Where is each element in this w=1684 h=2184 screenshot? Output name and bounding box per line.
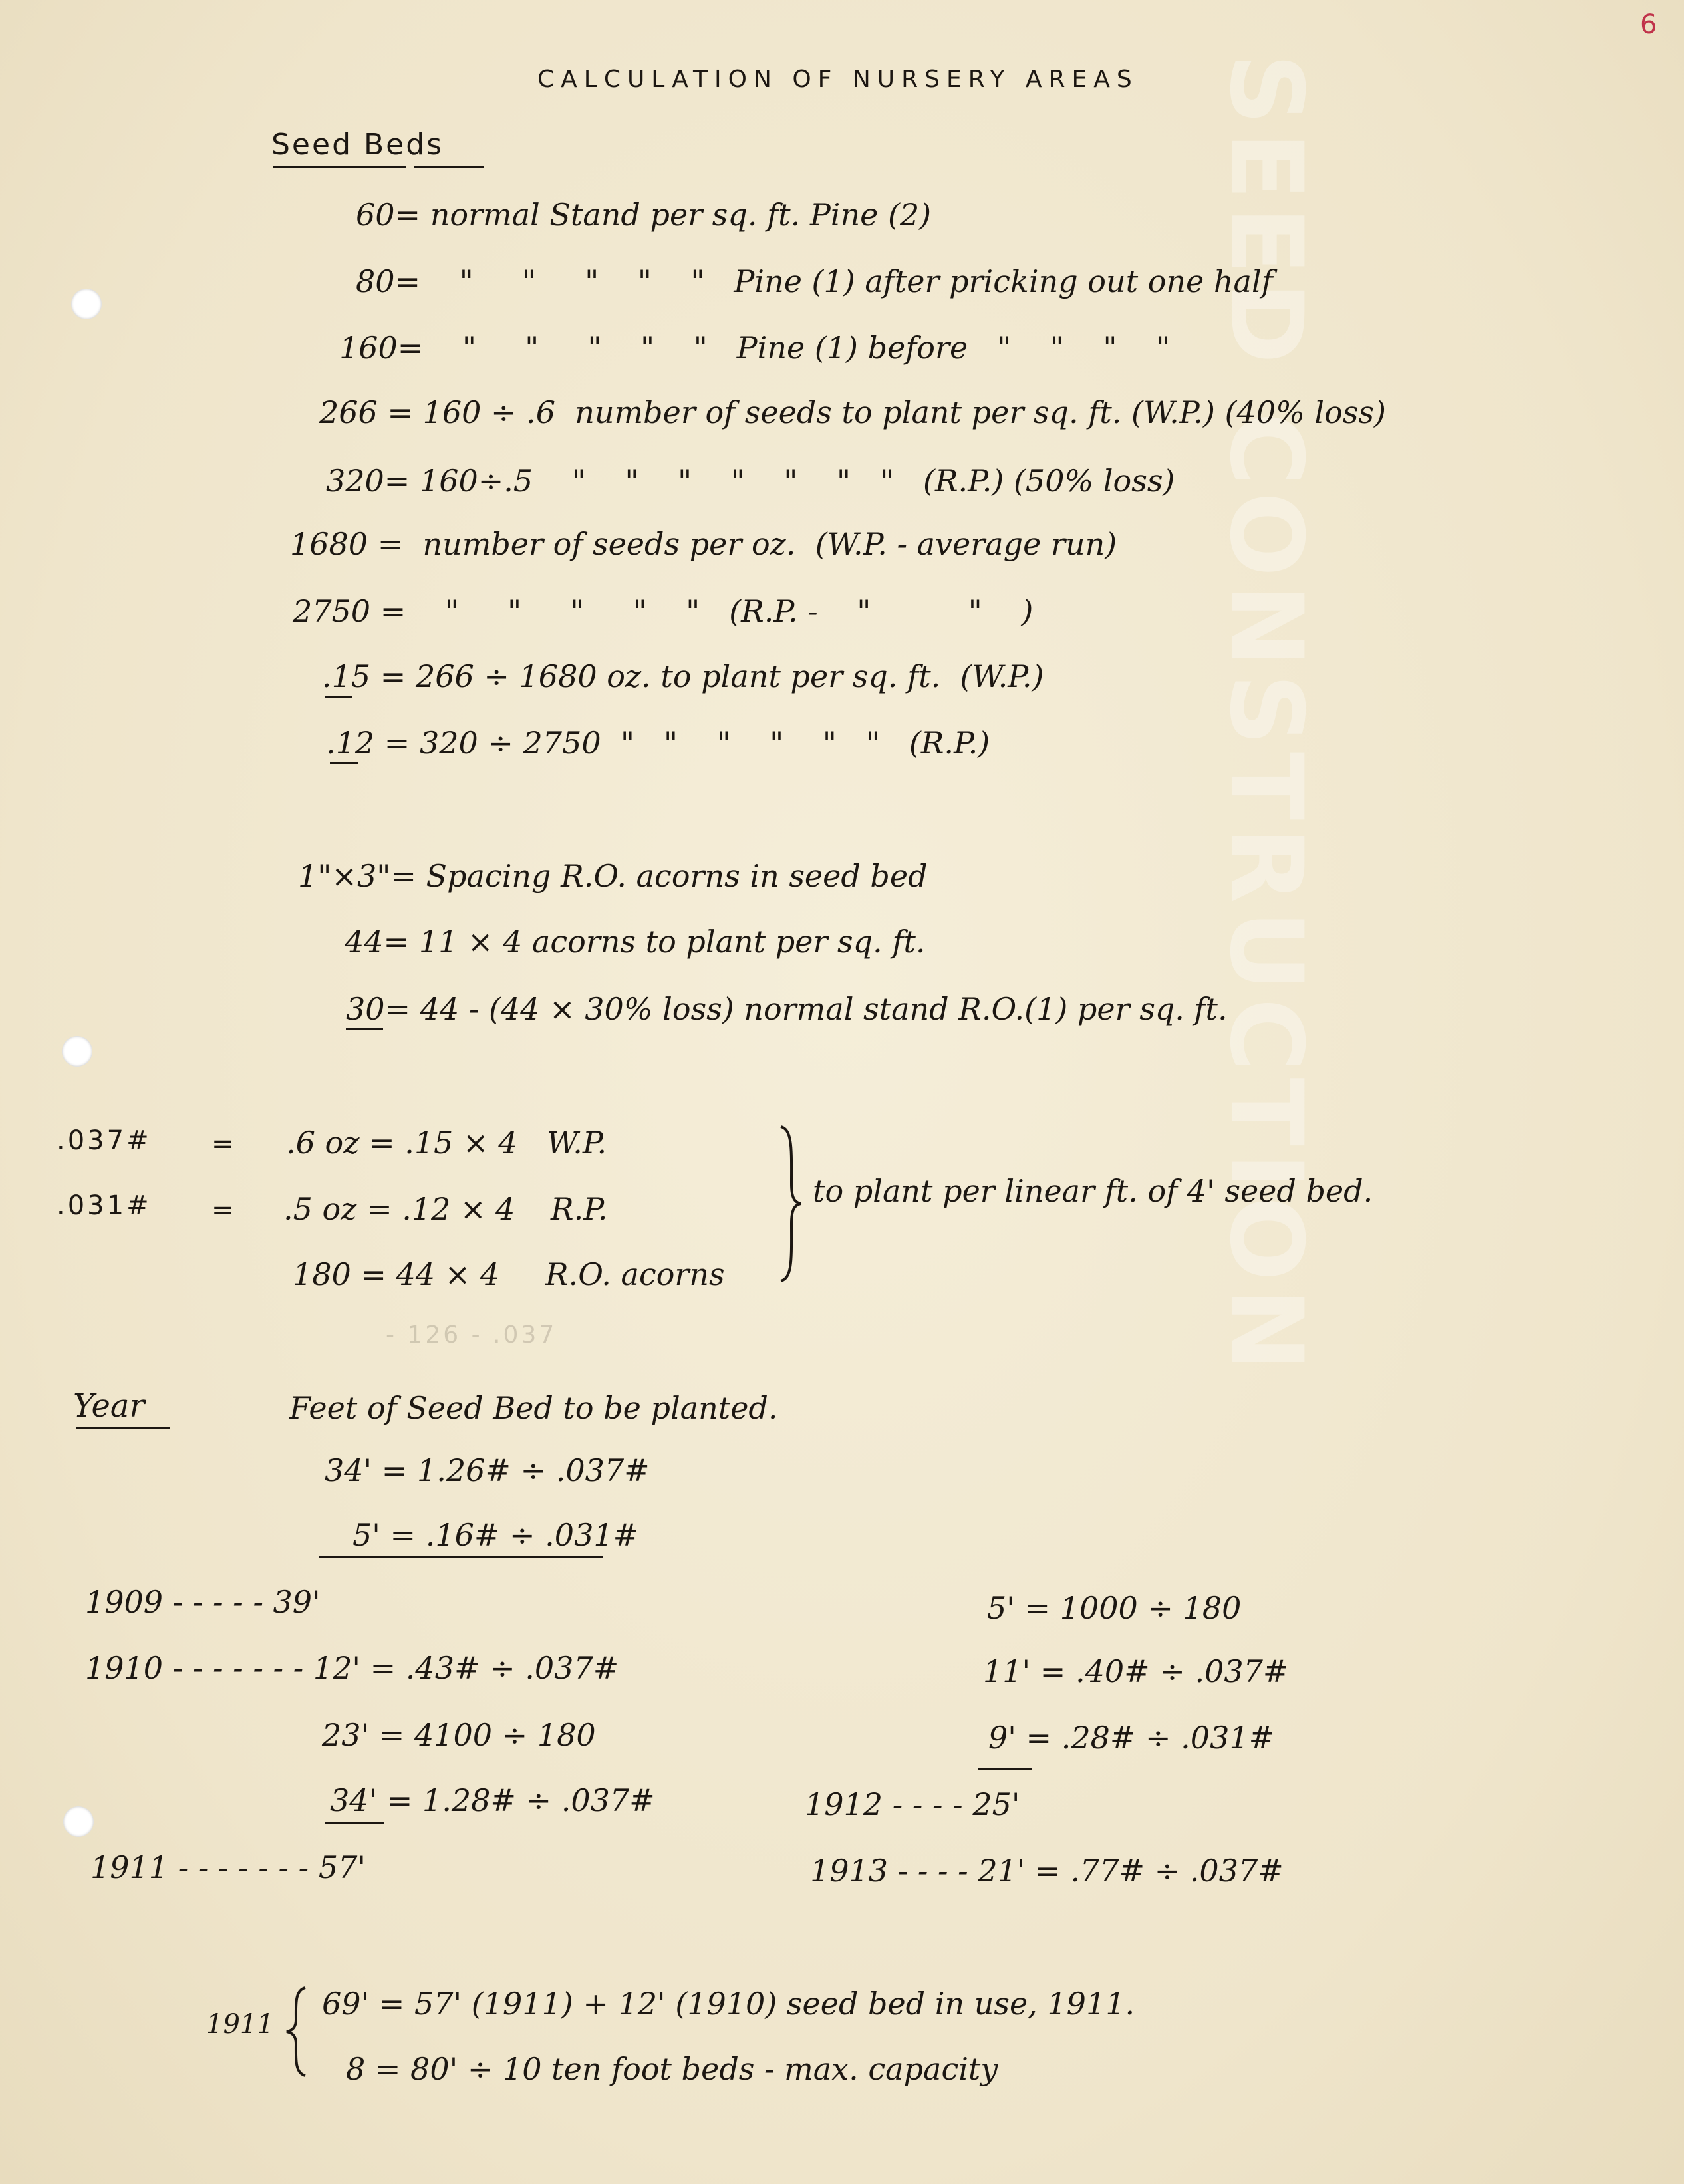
sum-rule: [319, 1556, 603, 1558]
note-line: 80= " " " " " Pine (1) after pricking out one half: [356, 263, 1273, 299]
calc-expression: .5 oz = .12 × 4: [283, 1191, 515, 1227]
value-underline: [325, 696, 352, 698]
seed-kind: R.O. acorns: [545, 1256, 725, 1292]
year-row-1912: 1912 - - - - 25': [805, 1786, 1020, 1822]
value-underline: [346, 1028, 383, 1030]
brace-note: to plant per linear ft. of 4' seed bed.: [813, 1173, 1373, 1209]
summary-line: 8 = 80' ÷ 10 ten foot beds - max. capacity: [346, 2051, 998, 2087]
seed-kind: W.P.: [547, 1125, 607, 1160]
note-line: 60= normal Stand per sq. ft. Pine (2): [356, 197, 932, 233]
feet-header: Feet of Seed Bed to be planted.: [289, 1390, 778, 1426]
section-heading: Seed Beds: [271, 128, 444, 162]
calc-line: 34' = 1.26# ÷ .037#: [325, 1452, 650, 1488]
note-line: 320= 160÷.5 " " " " " " " (R.P.) (50% loss): [326, 463, 1175, 499]
calc-line-right: 9' = .28# ÷ .031#: [988, 1720, 1275, 1756]
year-row-1911: 1911 - - - - - - - 57': [90, 1849, 366, 1885]
year-row-1909: 1909 - - - - - 39': [85, 1584, 321, 1620]
note-line: 2750 = " " " " " (R.P. - " " ): [293, 593, 1034, 629]
weight-value: .031#: [57, 1190, 152, 1221]
summary-line: 69' = 57' (1911) + 12' (1910) seed bed in use, 1911.: [322, 1986, 1135, 2022]
note-line: .12 = 320 ÷ 2750 " " " " " " (R.P.): [326, 725, 990, 761]
value-underline: [330, 762, 358, 764]
calc-line: 23' = 4100 ÷ 180: [322, 1717, 596, 1753]
page-title: CALCULATION OF NURSERY AREAS: [537, 66, 1139, 93]
faint-note: - 126 - .037: [386, 1321, 557, 1349]
punch-hole-bottom: [63, 1806, 94, 1837]
year-header: Year: [73, 1387, 145, 1425]
note-line: .15 = 266 ÷ 1680 oz. to plant per sq. ft. (W.P.): [322, 658, 1044, 694]
seed-kind: R.P.: [551, 1191, 608, 1227]
calc-line-right: 11' = .40# ÷ .037#: [983, 1653, 1289, 1689]
right-brace: [778, 1124, 805, 1284]
sum-rule: [325, 1822, 384, 1824]
note-line: 266 = 160 ÷ .6 number of seeds to plant per sq. ft. (W.P.) (40% loss): [319, 394, 1386, 430]
left-brace: [283, 1985, 309, 2078]
equals-sign: =: [211, 1129, 237, 1159]
note-line: 160= " " " " " Pine (1) before " " " ": [339, 330, 1171, 366]
calc-line: 5' = .16# ÷ .031#: [352, 1517, 639, 1553]
equals-sign: =: [211, 1195, 237, 1226]
heading-underline: [414, 166, 484, 168]
calc-expression: 180 = 44 × 4: [293, 1256, 500, 1292]
year-row-1913: 1913 - - - - 21' = .77# ÷ .037#: [810, 1853, 1284, 1889]
note-line: 1"×3"= Spacing R.O. acorns in seed bed: [298, 858, 928, 894]
page-number: 6: [1640, 9, 1657, 40]
note-line: 30= 44 - (44 × 30% loss) normal stand R.O.(1) per sq. ft.: [346, 991, 1228, 1027]
year-underline: [76, 1427, 170, 1429]
watermark: SEED CONSTRUCTION: [1208, 53, 1324, 1378]
punch-hole-middle: [62, 1036, 92, 1067]
note-line: 1680 = number of seeds per oz. (W.P. - average run): [290, 526, 1117, 562]
note-line: 44= 11 × 4 acorns to plant per sq. ft.: [345, 924, 926, 960]
year-row-1910: 1910 - - - - - - - 12' = .43# ÷ .037#: [85, 1650, 619, 1686]
calc-line-right: 5' = 1000 ÷ 180: [987, 1590, 1242, 1626]
heading-underline: [273, 166, 406, 168]
weight-value: .037#: [57, 1125, 152, 1156]
calc-expression: .6 oz = .15 × 4: [286, 1125, 518, 1160]
sum-rule: [978, 1768, 1032, 1770]
punch-hole-top: [71, 289, 102, 319]
calc-line: 34' = 1.28# ÷ .037#: [330, 1782, 655, 1818]
summary-year: 1911: [206, 2009, 274, 2040]
